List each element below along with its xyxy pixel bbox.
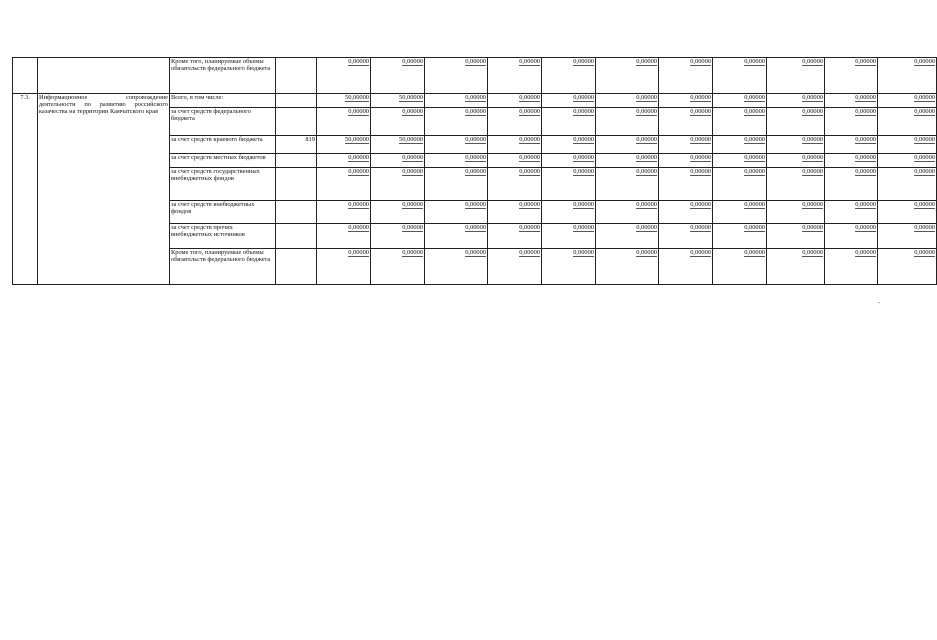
value-text: 0,00000: [914, 108, 935, 115]
value-text: 0,00000: [690, 58, 711, 65]
table-row: [13, 94, 937, 108]
funding-source-cell: за счет средств федерального бюджета: [170, 108, 276, 136]
value-cell: [767, 154, 825, 168]
value-text: 50,00000: [345, 136, 369, 143]
value-cell: [425, 168, 488, 201]
value-text: 0,00000: [802, 108, 823, 115]
value-cell: [371, 154, 425, 168]
value-cell: [878, 168, 937, 201]
value-text: 0,00000: [402, 168, 423, 175]
value-text: 0,00000: [744, 201, 765, 208]
value-cell: [659, 224, 713, 249]
value-text: 0,00000: [690, 201, 711, 208]
value-cell: [542, 168, 596, 201]
value-text: 0,00000: [573, 58, 594, 65]
funding-source-cell: за счет средств краевого бюджета: [170, 136, 276, 154]
value-text: 0,00000: [348, 168, 369, 175]
value-cell: [317, 94, 371, 108]
value-cell: [878, 94, 937, 108]
value-text: 0,00000: [348, 224, 369, 231]
funding-source-cell: за счет средств местных бюджетов: [170, 154, 276, 168]
value-cell: [488, 94, 542, 108]
value-text: 0,00000: [802, 94, 823, 101]
value-text: 0,00000: [519, 58, 540, 65]
value-cell: [596, 136, 659, 154]
name-cell-empty: [38, 58, 170, 94]
value-text: 0,00000: [855, 108, 876, 115]
value-cell: [767, 168, 825, 201]
funding-source-cell: за счет средств государственных внебюджетных фондов: [170, 168, 276, 201]
value-text: 50,00000: [345, 94, 369, 101]
value-text: 0,00000: [573, 168, 594, 175]
value-cell: [596, 94, 659, 108]
value-cell: [825, 108, 878, 136]
value-cell: [713, 201, 767, 224]
value-cell: [825, 58, 878, 94]
value-cell: [317, 108, 371, 136]
value-text: 0,00000: [802, 224, 823, 231]
value-cell: [425, 58, 488, 94]
code-cell: [276, 58, 317, 94]
value-cell: [542, 58, 596, 94]
value-cell: [767, 201, 825, 224]
value-cell: [878, 58, 937, 94]
value-cell: [713, 108, 767, 136]
value-cell: [425, 108, 488, 136]
code-cell: [276, 94, 317, 108]
value-text: 0,00000: [914, 168, 935, 175]
value-cell: [317, 58, 371, 94]
value-text: 0,00000: [519, 154, 540, 161]
value-cell: [317, 201, 371, 224]
item-index: 7.3.: [13, 94, 38, 285]
value-text: 0,00000: [636, 136, 657, 143]
funding-source-cell: Всего, в том числе:: [170, 94, 276, 108]
index-cell-empty: [13, 58, 38, 94]
value-cell: [767, 58, 825, 94]
value-cell: [488, 136, 542, 154]
value-text: 0,00000: [636, 94, 657, 101]
value-text: 0,00000: [636, 58, 657, 65]
value-cell: [596, 58, 659, 94]
value-text: 0,00000: [914, 154, 935, 161]
value-text: 0,00000: [465, 168, 486, 175]
item-name: Информационное сопровождение деятельности по развитию российского казачества на территории Камчатского края: [38, 94, 170, 285]
value-text: 0,00000: [402, 249, 423, 256]
value-text: 0,00000: [914, 58, 935, 65]
value-text: 0,00000: [914, 249, 935, 256]
value-cell: [425, 224, 488, 249]
value-cell: [317, 249, 371, 285]
value-text: 0,00000: [855, 94, 876, 101]
value-text: 0,00000: [465, 94, 486, 101]
value-text: 0,00000: [744, 224, 765, 231]
value-text: 0,00000: [744, 136, 765, 143]
code-cell: [276, 224, 317, 249]
value-text: 0,00000: [519, 201, 540, 208]
value-cell: [488, 108, 542, 136]
value-cell: [371, 224, 425, 249]
value-cell: [767, 108, 825, 136]
value-cell: [596, 249, 659, 285]
value-cell: [371, 108, 425, 136]
value-cell: [371, 94, 425, 108]
value-cell: [596, 108, 659, 136]
value-text: 0,00000: [914, 201, 935, 208]
value-text: 0,00000: [690, 224, 711, 231]
value-text: 0,00000: [402, 154, 423, 161]
value-cell: [713, 58, 767, 94]
value-cell: [371, 136, 425, 154]
value-text: 0,00000: [348, 154, 369, 161]
value-cell: [317, 154, 371, 168]
value-text: 0,00000: [855, 136, 876, 143]
page-mark: .: [878, 296, 880, 305]
value-text: 0,00000: [402, 108, 423, 115]
value-cell: [425, 201, 488, 224]
value-cell: [825, 201, 878, 224]
value-text: 0,00000: [465, 224, 486, 231]
code-cell: [276, 249, 317, 285]
value-text: 0,00000: [802, 58, 823, 65]
funding-source-cell: Кроме того, планируемые объемы обязательств федерального бюджета: [170, 249, 276, 285]
value-cell: [425, 94, 488, 108]
value-cell: [713, 94, 767, 108]
value-cell: [488, 201, 542, 224]
value-cell: [713, 249, 767, 285]
value-text: 0,00000: [744, 58, 765, 65]
value-cell: [371, 168, 425, 201]
value-text: 0,00000: [573, 108, 594, 115]
value-cell: [659, 108, 713, 136]
value-cell: [488, 249, 542, 285]
value-text: 0,00000: [519, 136, 540, 143]
value-cell: [542, 201, 596, 224]
value-cell: [878, 108, 937, 136]
value-text: 0,00000: [402, 201, 423, 208]
code-cell: [276, 108, 317, 136]
value-text: 0,00000: [855, 154, 876, 161]
value-text: 0,00000: [855, 201, 876, 208]
value-cell: [317, 168, 371, 201]
value-text: 0,00000: [348, 108, 369, 115]
value-text: 0,00000: [348, 201, 369, 208]
value-text: 0,00000: [855, 224, 876, 231]
value-text: 0,00000: [690, 136, 711, 143]
value-cell: [659, 136, 713, 154]
value-cell: [659, 249, 713, 285]
value-text: 0,00000: [519, 108, 540, 115]
value-text: 0,00000: [636, 168, 657, 175]
value-text: 0,00000: [802, 154, 823, 161]
funding-source-cell: за счет средств внебюджетных фондов: [170, 201, 276, 224]
value-text: 0,00000: [573, 249, 594, 256]
value-text: 0,00000: [465, 136, 486, 143]
value-cell: [488, 58, 542, 94]
value-cell: [825, 224, 878, 249]
value-text: 0,00000: [802, 136, 823, 143]
value-cell: [317, 224, 371, 249]
value-text: 0,00000: [744, 108, 765, 115]
value-text: 0,00000: [465, 249, 486, 256]
value-cell: [878, 154, 937, 168]
value-cell: [596, 224, 659, 249]
value-text: 0,00000: [690, 249, 711, 256]
value-cell: [425, 154, 488, 168]
value-text: 0,00000: [690, 108, 711, 115]
value-cell: [371, 249, 425, 285]
value-cell: [767, 249, 825, 285]
value-text: 0,00000: [519, 224, 540, 231]
value-cell: [659, 154, 713, 168]
value-text: 0,00000: [855, 168, 876, 175]
value-cell: [659, 94, 713, 108]
value-text: 0,00000: [636, 108, 657, 115]
value-cell: [825, 94, 878, 108]
value-cell: [542, 136, 596, 154]
value-cell: [542, 108, 596, 136]
value-cell: [488, 224, 542, 249]
value-text: 0,00000: [348, 249, 369, 256]
value-text: 0,00000: [744, 249, 765, 256]
value-text: 50,00000: [399, 136, 423, 143]
value-text: 0,00000: [402, 58, 423, 65]
budget-table: [12, 57, 937, 285]
value-text: 0,00000: [636, 154, 657, 161]
value-text: 0,00000: [519, 249, 540, 256]
value-text: 0,00000: [855, 58, 876, 65]
value-text: 0,00000: [573, 224, 594, 231]
value-text: 0,00000: [465, 108, 486, 115]
value-cell: [713, 168, 767, 201]
value-text: 0,00000: [744, 154, 765, 161]
value-cell: [825, 249, 878, 285]
value-text: 0,00000: [744, 168, 765, 175]
code-cell: [276, 168, 317, 201]
value-cell: [596, 154, 659, 168]
value-cell: [596, 168, 659, 201]
value-cell: [713, 136, 767, 154]
value-cell: [425, 136, 488, 154]
value-text: 0,00000: [690, 154, 711, 161]
table-row: [13, 58, 937, 94]
value-text: 0,00000: [914, 136, 935, 143]
code-cell: [276, 154, 317, 168]
value-text: 0,00000: [690, 94, 711, 101]
value-cell: [488, 154, 542, 168]
value-text: 0,00000: [636, 249, 657, 256]
value-cell: [371, 58, 425, 94]
value-cell: [767, 136, 825, 154]
value-cell: [713, 224, 767, 249]
value-cell: [878, 136, 937, 154]
value-cell: [825, 136, 878, 154]
value-cell: [878, 201, 937, 224]
value-text: 0,00000: [636, 224, 657, 231]
value-text: 0,00000: [402, 224, 423, 231]
value-cell: [825, 154, 878, 168]
value-text: 0,00000: [744, 94, 765, 101]
value-cell: [878, 224, 937, 249]
value-cell: [371, 201, 425, 224]
value-text: 0,00000: [914, 224, 935, 231]
value-cell: [542, 94, 596, 108]
value-cell: [317, 136, 371, 154]
value-text: 0,00000: [573, 136, 594, 143]
funding-source-cell: за счет средств прочих внебюджетных источников: [170, 224, 276, 249]
funding-source-cell: Кроме того, планируемые объемы обязательств федерального бюджета: [170, 58, 276, 94]
value-cell: [488, 168, 542, 201]
value-text: 50,00000: [399, 94, 423, 101]
code-cell: 819: [276, 136, 317, 154]
value-text: 0,00000: [690, 168, 711, 175]
value-cell: [542, 224, 596, 249]
value-cell: [767, 224, 825, 249]
value-cell: [659, 58, 713, 94]
value-text: 0,00000: [519, 94, 540, 101]
value-cell: [425, 249, 488, 285]
value-cell: [542, 249, 596, 285]
value-text: 0,00000: [465, 154, 486, 161]
code-cell: [276, 201, 317, 224]
value-cell: [825, 168, 878, 201]
value-text: 0,00000: [573, 94, 594, 101]
value-text: 0,00000: [802, 249, 823, 256]
value-text: 0,00000: [573, 201, 594, 208]
value-text: 0,00000: [636, 201, 657, 208]
value-cell: [659, 168, 713, 201]
value-text: 0,00000: [573, 154, 594, 161]
value-text: 0,00000: [348, 58, 369, 65]
value-cell: [767, 94, 825, 108]
value-cell: [596, 201, 659, 224]
value-text: 0,00000: [802, 201, 823, 208]
value-text: 0,00000: [802, 168, 823, 175]
value-text: 0,00000: [465, 201, 486, 208]
value-text: 0,00000: [914, 94, 935, 101]
value-text: 0,00000: [465, 58, 486, 65]
value-cell: [659, 201, 713, 224]
value-cell: [878, 249, 937, 285]
value-cell: [713, 154, 767, 168]
value-cell: [542, 154, 596, 168]
value-text: 0,00000: [519, 168, 540, 175]
value-text: 0,00000: [855, 249, 876, 256]
